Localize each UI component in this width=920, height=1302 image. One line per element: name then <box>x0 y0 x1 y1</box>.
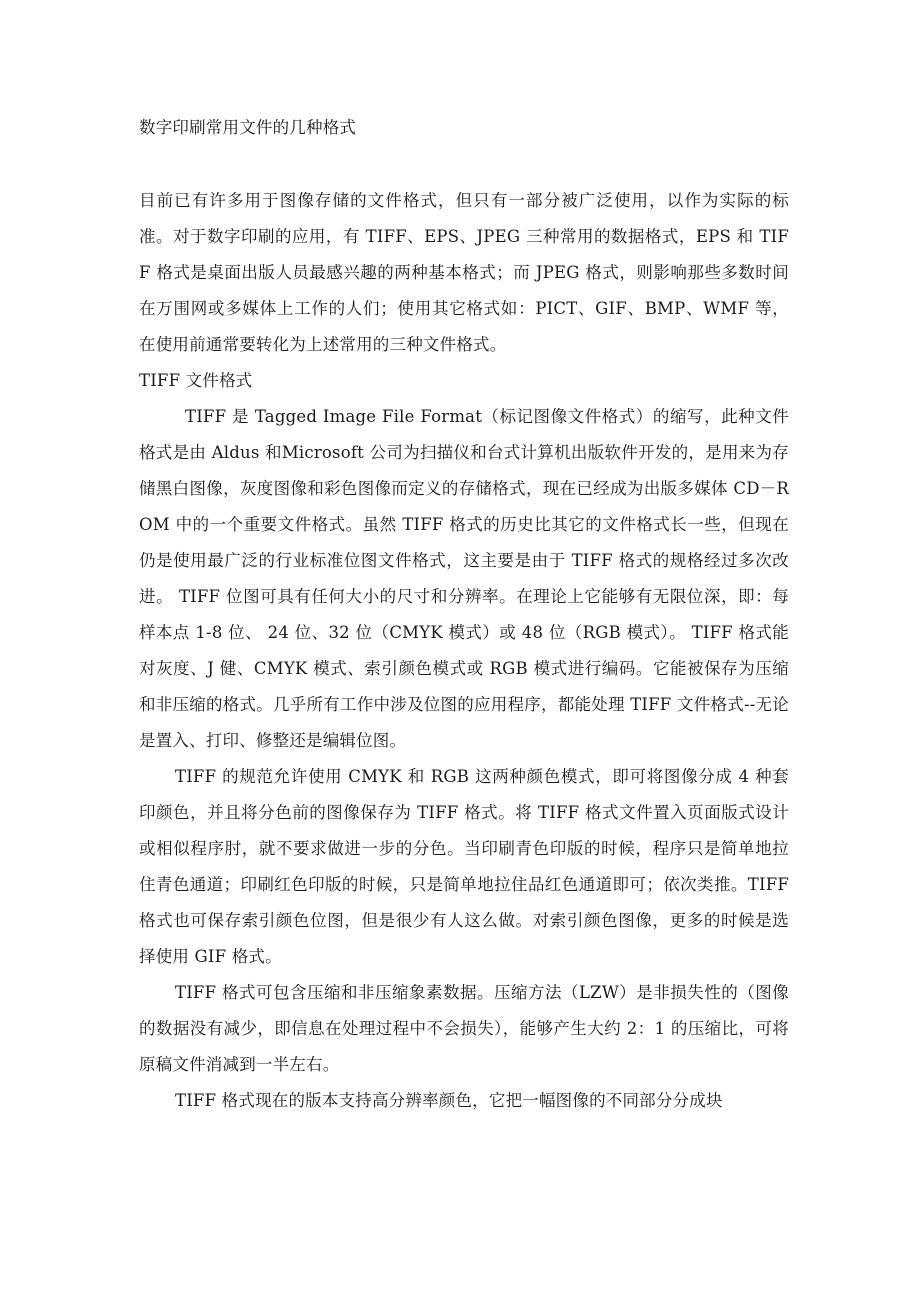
intro-paragraph: 目前已有许多用于图像存储的文件格式，但只有一部分被广泛使用，以作为实际的标准。对于数字印刷的应用，有 TIFF、EPS、JPEG 三种常用的数据格式，EPS 和 TIFF 格式是桌面出版人员最感兴趣的两种基本格式；而 JPEG 格式，则影响那些多数时间在万围网或多媒体上工作的人们；使用其它格式如：PICT、GIF、BMP、WMF 等，在使用前通常要转化为上述常用的三种文件格式。 <box>139 191 789 354</box>
document-title: 数字印刷常用文件的几种格式 <box>139 118 357 137</box>
body-paragraph: TIFF 格式可包含压缩和非压缩象素数据。压缩方法（LZW）是非损失性的（图像的数据没有减少，即信息在处理过程中不会损失），能够产生大约 2：1 的压缩比，可将原稿文件消减到一半左右。 <box>139 983 789 1074</box>
body-paragraph: TIFF 格式现在的版本支持高分辨率颜色，它把一幅图像的不同部分分成块 <box>175 1091 723 1110</box>
body-paragraph: TIFF 的规范允许使用 CMYK 和 RGB 这两种颜色模式，即可将图像分成 4 种套印颜色，并且将分色前的图像保存为 TIFF 格式。将 TIFF 格式文件置入页面版式设计或相似程序肘，就不要求做进一步的分色。当印刷青色印版的时候，程序只是简单地拉住青色通道；印刷红色印版的时候，只是简单地拉住品红色通道即可；依次类推。TIFF 格式也可保存索引颜色位图，但是很少有人这么做。对索引颜色图像，更多的时候是选择使用 GIF 格式。 <box>139 767 789 966</box>
body-paragraph: TIFF 是 Tagged Image File Format（标记图像文件格式）的缩写，此种文件格式是由 Aldus 和Microsoft 公司为扫描仪和台式计算机出版软件开发的，是用来为存储黑白图像，灰度图像和彩色图像而定义的存储格式，现在已经成为出版多媒体 CD－ROM 中的一个重要文件格式。虽然 TIFF 格式的历史比其它的文件格式长一些，但现在仍是使用最广泛的行业标准位图文件格式，这主要是由于 TIFF 格式的规格经过多次改进。 TIFF 位图可具有任何大小的尺寸和分辨率。在理论上它能够有无限位深，即：每样本点 1-8 位、 24 位、32 位（CMYK 模式）或 48 位（RGB 模式）。 TIFF 格式能对灰度、J 健、CMYK 模式、索引颜色模式或 RGB 模式进行编码。它能被保存为压缩和非压缩的格式。几乎所有工作中涉及位图的应用程序，都能处理 TIFF 文件格式--无论是置入、打印、修整还是编辑位图。 <box>139 407 789 750</box>
document-body <box>139 110 789 1119</box>
section-heading-tiff: TIFF 文件格式 <box>139 371 253 390</box>
